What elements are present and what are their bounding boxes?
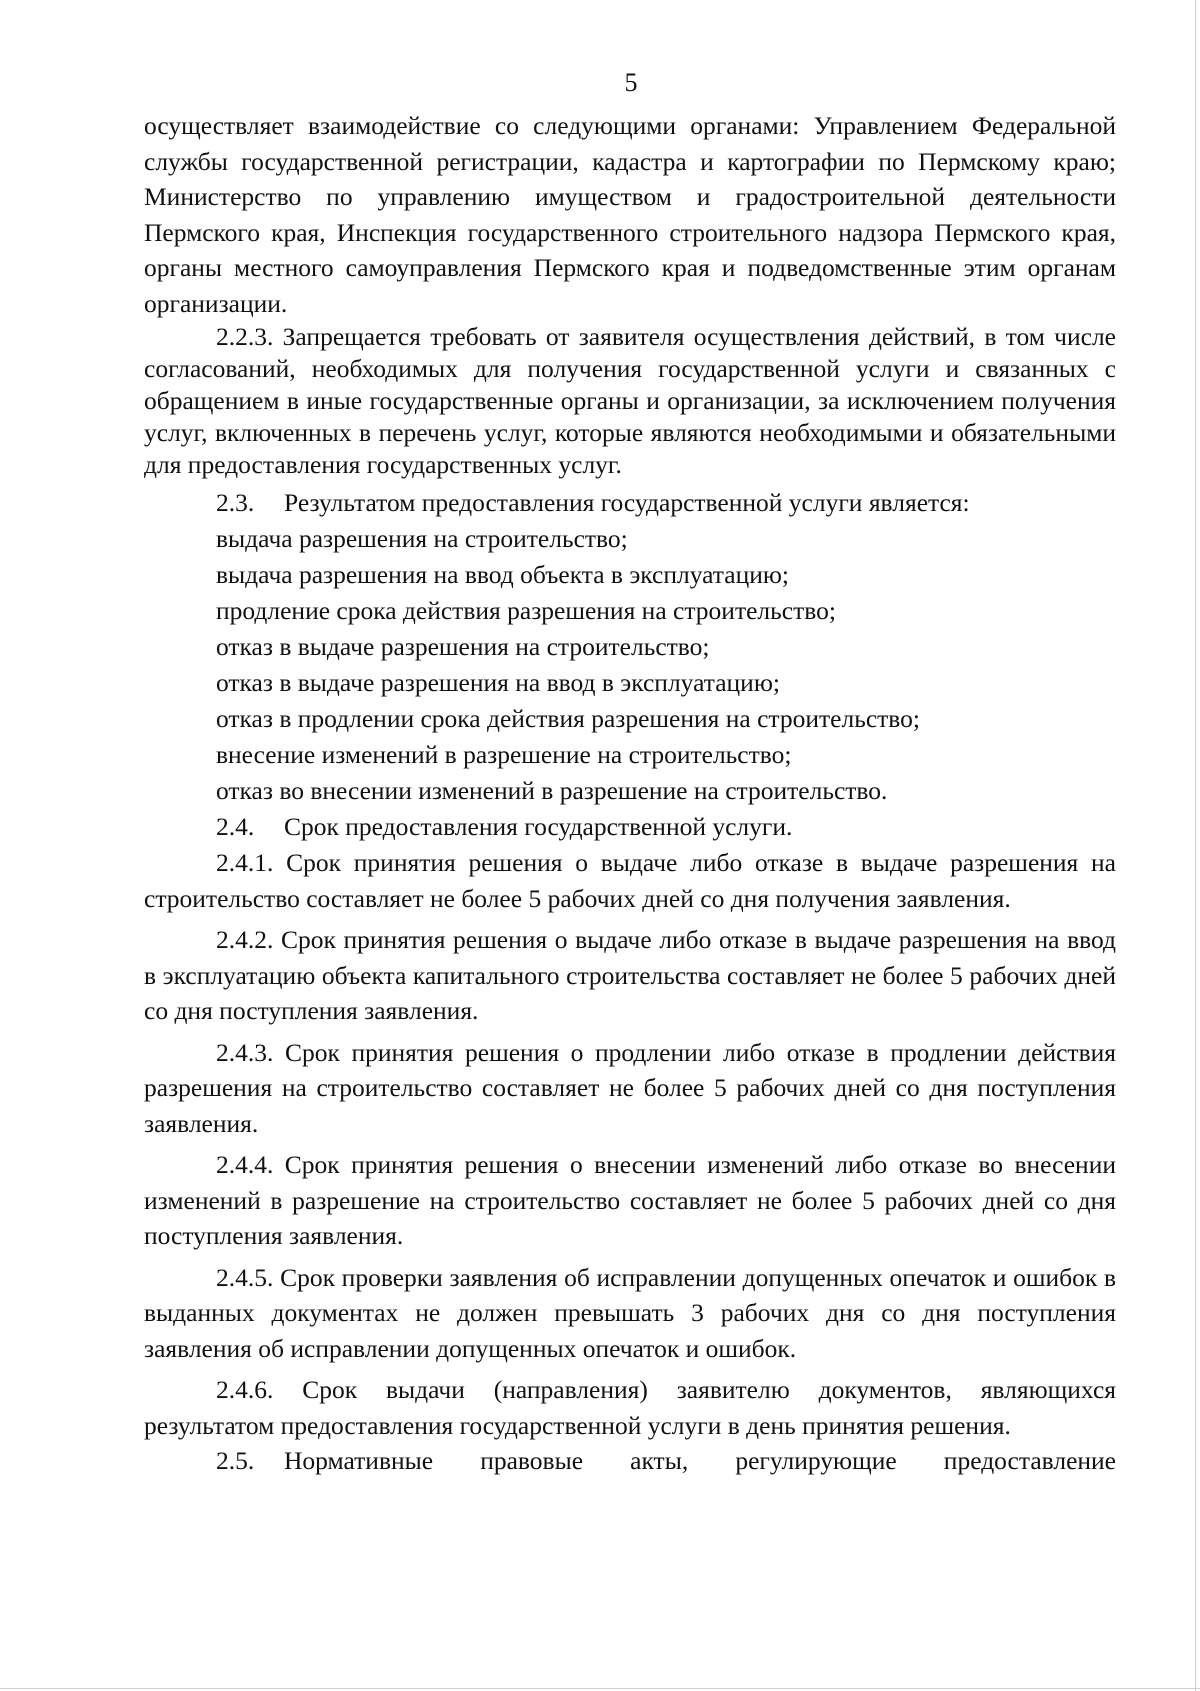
result-item: отказ в выдаче разрешения на строительство; <box>216 632 710 661</box>
paragraph-2-4-5: 2.4.5. Срок проверки заявления об исправлении допущенных опечаток и ошибок в выданных документах не должен превышать 3 рабочих дня со дня поступления заявления об исправлении допущенных опечаток и ошибок. <box>144 1262 1116 1363</box>
document-body <box>144 108 1116 1479</box>
paragraph-2-4-1: 2.4.1. Срок принятия решения о выдаче либо отказе в выдаче разрешения на строительство составляет не более 5 рабочих дней со дня получения заявления. <box>144 848 1116 913</box>
section-title: Результатом предоставления государственной услуги является: <box>284 488 970 517</box>
result-item: выдача разрешения на ввод объекта в эксплуатацию; <box>216 560 790 589</box>
section-title: Нормативные правовые акты, регулирующие предоставление <box>284 1446 1116 1475</box>
result-item: продление срока действия разрешения на строительство; <box>216 596 836 625</box>
result-item: отказ в продлении срока действия разрешения на строительство; <box>216 704 920 733</box>
scan-edge-right <box>1195 0 1196 1691</box>
paragraph-2-4-3: 2.4.3. Срок принятия решения о продлении либо отказе в продлении действия разрешения на строительство составляет не более 5 рабочих дней со дня поступления заявления. <box>144 1037 1116 1138</box>
paragraph-2-4-4: 2.4.4. Срок принятия решения о внесении изменений либо отказе во внесении изменений в разрешение на строительство составляет не более 5 рабочих дней со дня поступления заявления. <box>144 1150 1116 1250</box>
result-item: выдача разрешения на строительство; <box>216 524 628 553</box>
section-number: 2.5. <box>216 1446 255 1475</box>
paragraph-2-2-3: 2.2.3. Запрещается требовать от заявителя осуществления действий, в том числе согласований, необходимых для получения государственной услуги и связанных с обращением в иные государственные органы и организации, за исключением получения услуг, включенных в перечень услуг, которые являются необходимыми и обязательными для предоставления государственных услуг. <box>144 322 1116 479</box>
section-number: 2.4. <box>216 812 255 841</box>
page-number: 5 <box>624 68 638 97</box>
section-number: 2.3. <box>216 488 255 517</box>
paragraph-2-4-6: 2.4.6. Срок выдачи (направления) заявителю документов, являющихся результатом предоставления государственной услуги в день принятия решения. <box>144 1375 1116 1440</box>
result-item: отказ во внесении изменений в разрешение на строительство. <box>216 776 888 805</box>
result-item: внесение изменений в разрешение на строительство; <box>216 740 792 769</box>
paragraph-2-4-2: 2.4.2. Срок принятия решения о выдаче либо отказе в выдаче разрешения на ввод в эксплуатацию объекта капитального строительства составляет не более 5 рабочих дней со дня поступления заявления. <box>144 925 1116 1025</box>
result-item: отказ в выдаче разрешения на ввод в эксплуатацию; <box>216 668 780 697</box>
section-title: Срок предоставления государственной услуги. <box>284 812 793 841</box>
paragraph-agencies: осуществляет взаимодействие со следующими органами: Управлением Федеральной службы государственной регистрации, кадастра и картографии по Пермскому краю; Министерство по управлению имуществом и градостроительной деятельности Пермского края, Инспекция государственного строительного надзора Пермского края, органы местного самоуправления Пермского края и подведомственные этим органам организации. <box>144 111 1116 318</box>
section-2-3-heading <box>144 485 1116 521</box>
section-2-4-heading <box>144 809 1116 845</box>
section-2-5-heading <box>144 1443 1116 1479</box>
scan-edge-bottom <box>0 1688 1200 1689</box>
